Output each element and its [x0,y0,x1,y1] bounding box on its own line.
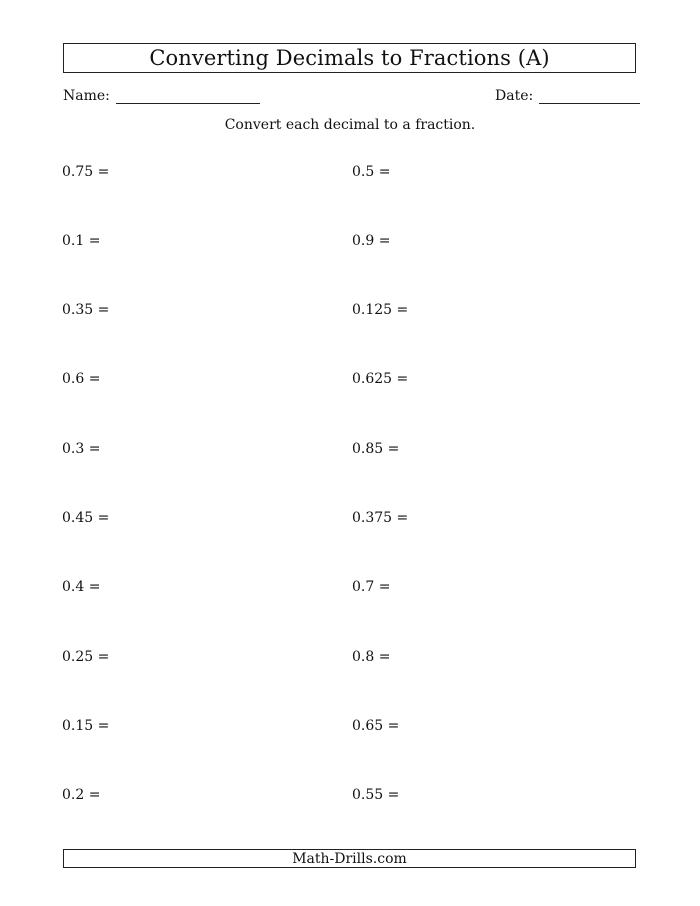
problem-right-8: 0.8 = [352,649,391,665]
problem-left-4: 0.6 = [62,371,101,387]
problem-right-4: 0.625 = [352,371,409,387]
problem-right-10: 0.55 = [352,787,400,803]
name-field [63,86,260,104]
problem-left-6: 0.45 = [62,510,110,526]
problem-right-2: 0.9 = [352,233,391,249]
date-blank-line[interactable] [539,86,640,104]
problem-left-1: 0.75 = [62,164,110,180]
footer-credit: Math-Drills.com [63,849,636,868]
problem-right-3: 0.125 = [352,302,409,318]
date-label: Date: [495,88,534,104]
problem-left-2: 0.1 = [62,233,101,249]
problem-left-3: 0.35 = [62,302,110,318]
problem-left-7: 0.4 = [62,579,101,595]
name-blank-line[interactable] [116,86,260,104]
worksheet-title: Converting Decimals to Fractions (A) [63,43,636,73]
date-field [495,86,640,104]
problem-left-5: 0.3 = [62,441,101,457]
problem-right-7: 0.7 = [352,579,391,595]
problem-left-10: 0.2 = [62,787,101,803]
problem-left-9: 0.15 = [62,718,110,734]
problem-right-1: 0.5 = [352,164,391,180]
name-label: Name: [63,88,110,104]
problem-left-8: 0.25 = [62,649,110,665]
instruction-text: Convert each decimal to a fraction. [224,117,476,133]
problem-right-9: 0.65 = [352,718,400,734]
problem-right-6: 0.375 = [352,510,409,526]
problem-right-5: 0.85 = [352,441,400,457]
